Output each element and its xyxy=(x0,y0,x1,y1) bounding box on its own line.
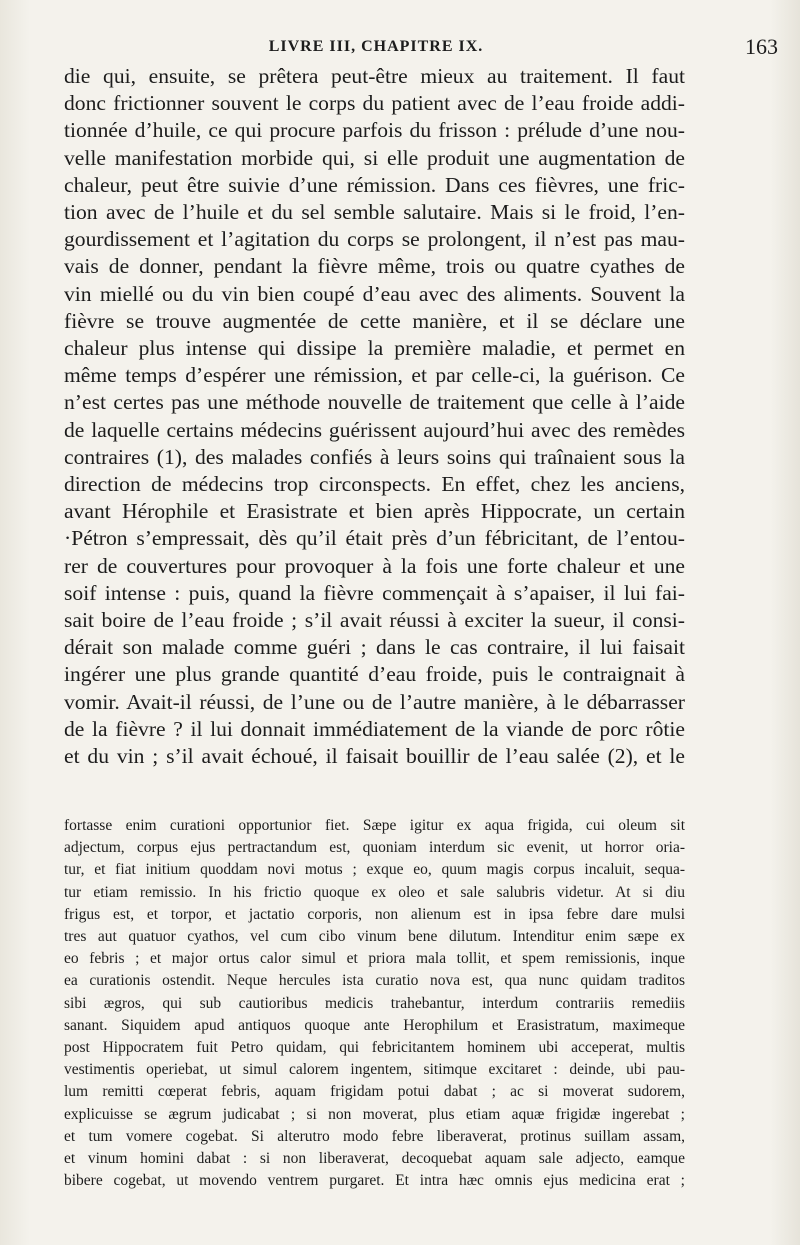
text-line: même temps d’espérer une rémission, et par celle-ci, la guérison. Ce xyxy=(64,363,685,388)
text-line: et du vin ; s’il avait échoué, il faisait bouillir de l’eau salée (2), et le xyxy=(64,744,685,769)
text-line: soif intense : puis, quand la fièvre commençait à s’apaiser, il lui fai- xyxy=(64,580,685,605)
text-line: direction de médecins trop circonspects. En effet, chez les anciens, xyxy=(64,472,685,497)
footnote-line: adjectum, corpus ejus pertractandum est, quoniam interdum sic evenit, ut horror oria- xyxy=(64,839,685,857)
page-number: 163 xyxy=(745,34,778,59)
text-line: de la fièvre ? il lui donnait immédiatement de la viande de porc rôtie xyxy=(64,716,685,741)
text-line: rer de couvertures pour provoquer à la fois une forte chaleur et une xyxy=(64,553,685,578)
text-line: donc frictionner souvent le corps du patient avec de l’eau froide addi- xyxy=(64,91,685,116)
text-line: contraires (1), des malades confiés à leurs soins qui traînaient sous la xyxy=(64,444,685,469)
footnote-line: sanant. Siquidem apud antiquos quoque ante Herophilum et Erasistratum, maximeque xyxy=(64,1016,685,1034)
text-line: chaleur plus intense qui dissipe la première maladie, et permet en xyxy=(64,336,685,361)
footnote-line: explicuisse se ægrum judicabat ; si non moverat, plus etiam aquæ frigidæ ingerebat ; xyxy=(64,1105,685,1123)
footnote-block xyxy=(64,815,685,1192)
footnote-line: tur etiam remissio. In his frictio quoque ex oleo et sale salubris videtur. At si diu xyxy=(64,883,685,901)
text-line: sait boire de l’eau froide ; s’il avait réussi à exciter la sueur, il consi- xyxy=(64,608,685,633)
running-title: LIVRE III, CHAPITRE IX. xyxy=(268,38,484,55)
text-line: avant Hérophile et Erasistrate et bien après Hippocrate, un certain xyxy=(64,499,685,524)
footnote-line: et vinum homini dabat : si non liberaverat, decoquebat aquam sale adjecto, eamque xyxy=(64,1150,685,1168)
text-line: gourdissement et l’agitation du corps se prolongent, il n’est pas mau- xyxy=(64,227,685,252)
footnote-line: et tum vomere cogebat. Si alterutro modo febre liberaverat, protinus suillam assam, xyxy=(64,1127,685,1145)
text-line: die qui, ensuite, se prêtera peut-être mieux au traitement. Il faut xyxy=(64,64,685,88)
text-line: dérait son malade comme guéri ; dans le cas contraire, il lui faisait xyxy=(64,635,685,660)
footnote-line: lum remitti cœperat febris, aquam frigidam potui dabat ; ac si moverat sudorem, xyxy=(64,1083,685,1101)
text-line: tionnée d’huile, ce qui procure parfois du frisson : prélude d’une nou- xyxy=(64,118,685,143)
page-header xyxy=(64,34,778,62)
text-line: vin miellé ou du vin bien coupé d’eau avec des aliments. Souvent la xyxy=(64,281,685,306)
text-line: chaleur, peut être suivie d’une rémission. Dans ces fièvres, une fric- xyxy=(64,172,685,197)
main-text-block xyxy=(64,63,685,770)
footnote-line: frigus est, et torpor, et jactatio corporis, non alienum est in ipsa febre dare mulsi xyxy=(64,905,685,923)
footnote-line: tur, et fiat initium quoddam novi motus ; exque eo, quum magis corpus incaluit, sequa- xyxy=(64,861,685,879)
text-line: velle manifestation morbide qui, si elle produit une augmentation de xyxy=(64,145,685,170)
footnote-line: sibi ægros, qui sub cautioribus medicis trahebantur, interdum contrariis remediis xyxy=(64,994,685,1012)
footnote-line: post Hippocratem fuit Petro quidam, qui febricitantem hominem ubi acceperat, multis xyxy=(64,1039,685,1057)
footnote-line: vestimentis operiebat, ut simul calorem ingentem, sitimque excitaret : deinde, ubi pau- xyxy=(64,1061,685,1079)
text-line: fièvre se trouve augmentée de cette manière, et il se déclare une xyxy=(64,308,685,333)
text-line: vais de donner, pendant la fièvre même, trois ou quatre cyathes de xyxy=(64,254,685,279)
footnote-line: ea curationis ostendit. Neque hercules ista curatio nova est, qua nunc quidam traditos xyxy=(64,972,685,990)
text-line: vomir. Avait-il réussi, de l’une ou de l’autre manière, à le débarrasser xyxy=(64,689,685,714)
text-line: de laquelle certains médecins guérissent aujourd’hui avec des remèdes xyxy=(64,417,685,442)
text-line: ·Pétron s’empressait, dès qu’il était près d’un fébricitant, de l’entou- xyxy=(64,526,685,551)
footnote-line: fortasse enim curationi opportunior fiet. Sæpe igitur ex aqua frigida, cui oleum sit xyxy=(64,817,685,834)
footnote-line: bibere cogebat, ut movendo ventrem purgaret. Et intra hæc omnis ejus medicina erat ; xyxy=(64,1172,685,1190)
footnote-line: tres aut quatuor cyathos, vel cum cibo vinum bene dilutum. Intenditur enim sæpe ex xyxy=(64,928,685,946)
text-line: ingérer une plus grande quantité d’eau froide, puis le contraignait à xyxy=(64,662,685,687)
text-line: tion avec de l’huile et du sel semble salutaire. Mais si le froid, l’en- xyxy=(64,200,685,225)
footnote-line: eo febris ; et major ortus calor simul et priora mala tollit, et spem remissionis, inque xyxy=(64,950,685,968)
text-line: n’est certes pas une méthode nouvelle de traitement que celle à l’aide xyxy=(64,390,685,415)
